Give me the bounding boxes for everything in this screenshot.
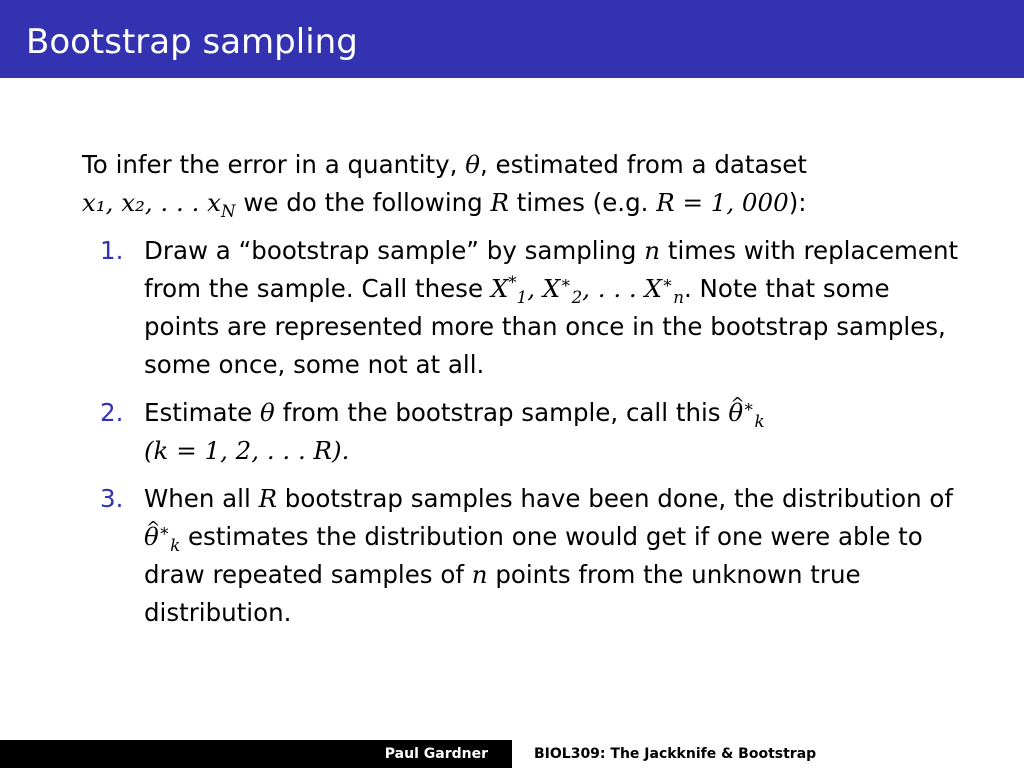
intro-close: ): bbox=[788, 188, 807, 217]
intro-text: To infer the error in a quantity, bbox=[82, 150, 458, 179]
intro-text-2: , estimated from a dataset bbox=[479, 150, 807, 179]
steps-list bbox=[82, 232, 962, 632]
dataset-notation: x₁, x₂, . . . $x_N$ bbox=[82, 188, 236, 221]
footer-course: BIOL309: The Jackknife & Bootstrap bbox=[534, 746, 817, 762]
bootstrap-sample-notation: $X^*_1$, $X^∗_2$, . . . $X^∗_n$ bbox=[490, 272, 684, 307]
footer-author: Paul Gardner bbox=[384, 746, 488, 762]
slide-body bbox=[82, 146, 962, 642]
R-symbol: R bbox=[490, 188, 509, 217]
theta-hat-notation: ^ $\theta^∗_k$ bbox=[728, 398, 764, 427]
list-number: 3. bbox=[100, 484, 124, 513]
R-equation: R = 1, 000 bbox=[656, 188, 789, 217]
list-number: 2. bbox=[100, 398, 124, 427]
list-item: 3. When all R bootstrap samples have been done, the distribution of ^ $\theta^∗_k$ estimates the distribution one would get if one were able to draw repeated samples of n points from the unknown true distribution. bbox=[82, 480, 962, 632]
theta-hat-notation: ^ $\theta^∗_k$ bbox=[144, 522, 180, 551]
intro-paragraph bbox=[82, 146, 962, 222]
title-bar bbox=[0, 0, 1024, 78]
slide-title: Bootstrap sampling bbox=[26, 22, 358, 62]
footer-author-box bbox=[0, 740, 512, 768]
footer-course-box bbox=[512, 740, 1024, 768]
list-item: 2. Estimate θ from the bootstrap sample, call this ^ $\theta^∗_k$ (k = 1, 2, . . . R). bbox=[82, 394, 962, 470]
list-item: 1. Draw a “bootstrap sample” by sampling n times with replacement from the sample. Call these $X^*_1$, $X^∗_2$, . . . $X^∗_n$. Note that some points are represented more than once in the bootstrap samples, some once, some not at all. bbox=[82, 232, 962, 384]
intro-text-3: we do the following bbox=[235, 188, 491, 217]
theta-symbol: θ bbox=[465, 150, 480, 179]
footer bbox=[0, 740, 1024, 768]
list-number: 1. bbox=[100, 236, 124, 265]
intro-text-4: times (e.g. bbox=[508, 188, 649, 217]
